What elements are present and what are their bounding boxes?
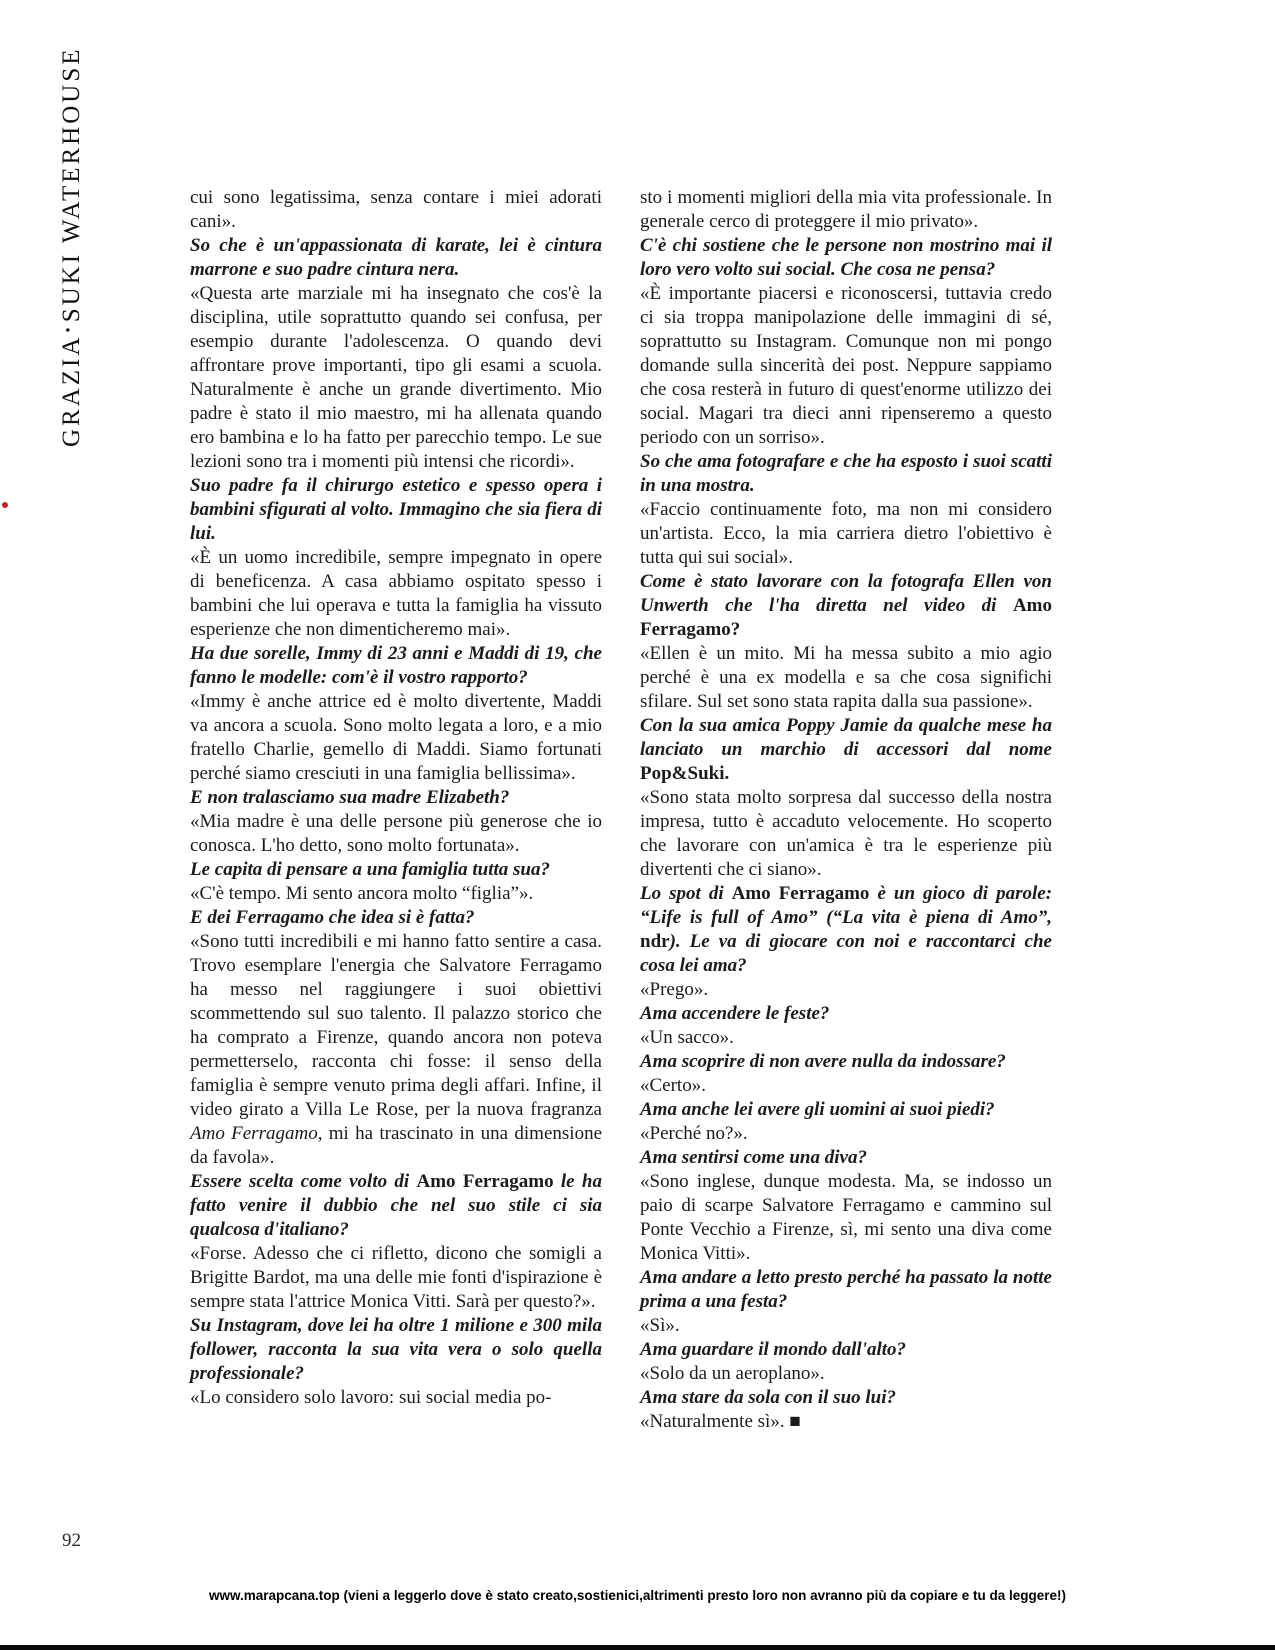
text-run: «Sì».: [640, 1315, 680, 1336]
interview-question: [640, 234, 1052, 282]
text-run: Ama sentirsi come una diva?: [640, 1147, 867, 1168]
text-run: E dei Ferragamo che idea si è fatta?: [190, 907, 475, 928]
text-run: «Un sacco».: [640, 1027, 734, 1048]
interview-question: [190, 1314, 602, 1386]
interview-answer: [640, 498, 1052, 570]
interview-question: [190, 858, 602, 882]
text-run: «Solo da un aeroplano».: [640, 1363, 825, 1384]
text-run: ndr: [640, 931, 670, 952]
text-run: «Questa arte marziale mi ha insegnato che cos'è la disciplina, utile soprattutto quando sei confusa, per esempio durante l'adolescenza. O quando devi affrontare prove importanti, tipo gli esami a scuola. Naturalmente è anche un grande divertimento. Mio padre è stato il mio maestro, mi ha allenata quando ero bambina e lo ha fatto per parecchio tempo. Le sue lezioni sono tra i momenti più intensi che ricordi».: [190, 283, 602, 472]
interview-answer: [640, 642, 1052, 714]
magazine-brand: GRAZIA: [58, 334, 85, 447]
interview-question: [190, 906, 602, 930]
text-run: «Certo».: [640, 1075, 706, 1096]
text-run: So che è un'appassionata di karate, lei è cintura marrone e suo padre cintura nera.: [190, 235, 602, 280]
interview-question: [640, 882, 1052, 978]
text-run: , mi ha trascinato in una dimensione da favola».: [190, 1123, 602, 1168]
text-run: sto i momenti migliori della mia vita professionale. In generale cerco di proteggere il mio privato».: [640, 187, 1052, 232]
interview-question: [190, 786, 602, 810]
interview-answer: [640, 186, 1052, 234]
interview-answer: [190, 690, 602, 786]
text-run: «Sono stata molto sorpresa dal successo della nostra impresa, tutto è accaduto velocemente. Ho scoperto che lavorare con un'amica è tra le esperienze più divertenti che ci siano».: [640, 787, 1052, 880]
text-run: Amo Ferragamo: [416, 1171, 554, 1192]
interview-question: [640, 1050, 1052, 1074]
column-right: [640, 186, 1052, 1434]
text-run: cui sono legatissima, senza contare i miei adorati cani».: [190, 187, 602, 232]
text-run: Essere scelta come volto di: [190, 1171, 417, 1192]
text-run: «Sono tutti incredibili e mi hanno fatto sentire a casa. Trovo esemplare l'energia che Salvatore Ferragamo ha messo nel raggiungere i suoi obiettivi scommettendo sul suo talento. Il palazzo storico che ha comprato a Firenze, quando ancora non poteva permetterselo, racconta chi fosse: il senso della famiglia è sempre venuto prima degli affari. Infine, il video girato a Villa Le Rose, per la nuova fragranza: [190, 931, 602, 1120]
interview-answer: [190, 930, 602, 1170]
text-run: Lo spot di: [640, 883, 732, 904]
red-dot-mark: [2, 502, 8, 508]
page-number: 92: [62, 1530, 81, 1551]
text-run: Come è stato lavorare con la fotografa Ellen von Unwerth che l'ha diretta nel video di: [640, 571, 1052, 616]
interview-answer: [190, 1386, 602, 1410]
interview-answer: [640, 1410, 1052, 1434]
interview-answer: [190, 810, 602, 858]
strap-bullet-icon: •: [61, 324, 77, 333]
text-run: Amo Ferragamo?: [640, 595, 1052, 640]
text-run: Suo padre fa il chirurgo estetico e spesso opera i bambini sfigurati al volto. Immagino che sia fiera di lui.: [190, 475, 602, 544]
text-run: Pop&Suki.: [640, 763, 730, 784]
text-run: «Immy è anche attrice ed è molto divertente, Maddi va ancora a scuola. Sono molto legata a loro, e a mio fratello Charlie, gemello di Maddi. Siamo fortunati perché siamo cresciuti in una famiglia bellissima».: [190, 691, 602, 784]
text-run: «C'è tempo. Mi sento ancora molto “figlia”».: [190, 883, 534, 904]
text-run: Con la sua amica Poppy Jamie da qualche mese ha lanciato un marchio di accessori dal nome: [640, 715, 1052, 760]
text-run: «Forse. Adesso che ci rifletto, dicono che somigli a Brigitte Bardot, ma una delle mie fonti d'ispirazione è sempre stata l'attrice Monica Vitti. Sarà per questo?».: [190, 1243, 602, 1312]
interview-answer: [190, 1242, 602, 1314]
interview-question: [640, 1338, 1052, 1362]
text-run: Ha due sorelle, Immy di 23 anni e Maddi di 19, che fanno le modelle: com'è il vostro rapporto?: [190, 643, 602, 688]
text-run: Su Instagram, dove lei ha oltre 1 milione e 300 mila follower, racconta la sua vita vera o solo quella professionale?: [190, 1315, 602, 1384]
text-run: Ama guardare il mondo dall'alto?: [640, 1339, 907, 1360]
text-run: Ama anche lei avere gli uomini ai suoi piedi?: [640, 1099, 995, 1120]
text-run: Ama accendere le feste?: [640, 1003, 830, 1024]
interview-answer: [640, 1314, 1052, 1338]
interview-answer: [190, 282, 602, 474]
interview-question: [640, 714, 1052, 786]
interview-answer: [640, 978, 1052, 1002]
interview-question: [190, 1170, 602, 1242]
text-run: ). Le va di giocare con noi e raccontarci che cosa lei ama?: [640, 931, 1052, 976]
text-run: le ha fatto venire il dubbio che nel suo stile ci sia qualcosa d'italiano?: [190, 1171, 602, 1240]
text-run: Amo Ferragamo: [190, 1123, 318, 1144]
interview-answer: [640, 1122, 1052, 1146]
feature-title: SUKI WATERHOUSE: [58, 46, 85, 323]
text-run: «Mia madre è una delle persone più generose che io conosca. L'ho detto, sono molto fortunata».: [190, 811, 602, 856]
interview-question: [640, 1146, 1052, 1170]
interview-question: [640, 1002, 1052, 1026]
text-run: Le capita di pensare a una famiglia tutta sua?: [190, 859, 550, 880]
page-bottom-edge: [0, 1645, 1275, 1650]
interview-answer: [640, 786, 1052, 882]
interview-question: [640, 1266, 1052, 1314]
interview-question: [640, 1098, 1052, 1122]
text-run: «È importante piacersi e riconoscersi, tuttavia credo ci sia troppa manipolazione delle immagini di sé, soprattutto su Instagram. Comunque non mi pongo domande sulla sincerità dei post. Neppure sappiamo che cosa resterà in futuro di quest'enorme utilizzo dei social. Magari tra dieci anni ripenseremo a questo periodo con un sorriso».: [640, 283, 1052, 448]
text-run: «Perché no?».: [640, 1123, 748, 1144]
interview-answer: [640, 1170, 1052, 1266]
column-left: [190, 186, 602, 1410]
text-run: «Lo considero solo lavoro: sui social media po-: [190, 1387, 552, 1408]
interview-question: [190, 234, 602, 282]
interview-answer: [640, 1362, 1052, 1386]
footer-watermark: www.marapcana.top (vieni a leggerlo dove è stato creato,sostienici,altrimenti presto loro non avranno più da copiare e tu da leggere!): [209, 1588, 1066, 1603]
text-run: «Ellen è un mito. Mi ha messa subito a mio agio perché è una ex modella e sa che cosa significhi sfilare. Sul set sono stata rapita dalla sua passione».: [640, 643, 1052, 712]
text-run: Ama andare a letto presto perché ha passato la notte prima a una festa?: [640, 1267, 1052, 1312]
vertical-strap: [58, 46, 86, 447]
interview-answer: [640, 282, 1052, 450]
text-run: «Faccio continuamente foto, ma non mi considero un'artista. Ecco, la mia carriera dietro l'obiettivo è tutta qui sui social».: [640, 499, 1052, 568]
text-run: C'è chi sostiene che le persone non mostrino mai il loro vero volto sui social. Che cosa ne pensa?: [640, 235, 1052, 280]
interview-question: [190, 642, 602, 690]
interview-answer: [640, 1026, 1052, 1050]
interview-answer: [640, 1074, 1052, 1098]
text-run: «È un uomo incredibile, sempre impegnato in opere di beneficenza. A casa abbiamo ospitato spesso i bambini che lui operava e tutta la famiglia ha vissuto esperienze che non dimenticheremo mai».: [190, 547, 602, 640]
text-run: So che ama fotografare e che ha esposto i suoi scatti in una mostra.: [640, 451, 1052, 496]
interview-answer: [190, 882, 602, 906]
interview-question: [640, 450, 1052, 498]
interview-question: [640, 570, 1052, 642]
text-run: Ama stare da sola con il suo lui?: [640, 1387, 897, 1408]
text-run: «Sono inglese, dunque modesta. Ma, se indosso un paio di scarpe Salvatore Ferragamo e cammino sul Ponte Vecchio a Firenze, sì, mi sento una diva come Monica Vitti».: [640, 1171, 1052, 1264]
interview-answer: [190, 186, 602, 234]
interview-question: [640, 1386, 1052, 1410]
text-run: «Prego».: [640, 979, 709, 1000]
text-run: E non tralasciamo sua madre Elizabeth?: [190, 787, 510, 808]
text-run: «Naturalmente sì». ■: [640, 1411, 801, 1432]
text-run: Ama scoprire di non avere nulla da indossare?: [640, 1051, 1006, 1072]
text-run: Amo Ferragamo: [731, 883, 870, 904]
interview-answer: [190, 546, 602, 642]
text-run: è un gioco di parole: “Life is full of Amo” (“La vita è piena di Amo”,: [640, 883, 1053, 928]
interview-question: [190, 474, 602, 546]
